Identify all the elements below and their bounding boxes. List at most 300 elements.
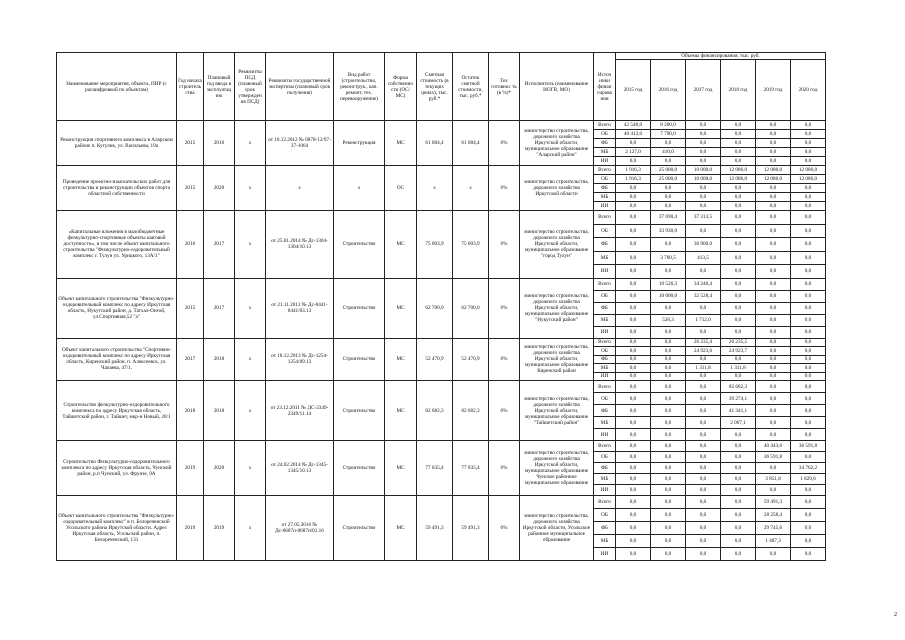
funding-value: 0,0	[721, 211, 756, 225]
funding-value: 0,0	[756, 326, 791, 338]
funding-value: 526,3	[651, 314, 686, 326]
funding-value: 0,0	[756, 372, 791, 381]
funding-value: 24 923,7	[721, 347, 756, 356]
funding-value: 10 000,0	[686, 166, 721, 175]
readiness: 0%	[489, 441, 520, 496]
object-name: Реконструкция спортивного комплекса в Аларском районе п. Кутулик, ул. Васильева, 19а	[57, 121, 177, 166]
executor: министерство строительства, дорожного хозяйства Иркутской области	[520, 166, 594, 211]
funding-value: 0,0	[616, 184, 651, 193]
object-name: Строительство Физкультурно-оздоровительного комплекса по адресу Иркутская область, Чунский район, р.п Чунский, ул. Фрунзе, 9А	[57, 441, 177, 496]
funding-value: 0,0	[791, 130, 826, 139]
plan-year: 2018	[204, 338, 235, 381]
funding-value: 0,0	[721, 130, 756, 139]
funding-value: 0,0	[686, 193, 721, 202]
funding-value: 36 591,8	[756, 452, 791, 463]
funding-value: 0,0	[791, 139, 826, 148]
funding-value: 0,0	[616, 278, 651, 290]
funding-value: 0,0	[686, 393, 721, 405]
start-year: 2015	[177, 278, 204, 338]
header-work-type: Вид работ (строительство, реконструк., кап. ремонт, тех. перевооружение)	[334, 53, 385, 121]
funding-value: 0,0	[651, 496, 686, 509]
funding-value: 0,0	[616, 157, 651, 166]
funding-value: 39 274,1	[721, 393, 756, 405]
funding-value: 0,0	[721, 535, 756, 548]
object-name: Объект капитального строительства "Спортивно-оздоровительный комплекс по адресу Иркутская область, Киренский район, п. Алексеевск, ул. Чапаева, 47/1.	[57, 338, 177, 381]
header-source: Источ ники финан сирова ния	[594, 53, 616, 121]
rest-cell: 82 682,3	[453, 381, 489, 441]
funding-value: 0,0	[756, 355, 791, 364]
funding-value: 0,0	[756, 121, 791, 130]
executor: министерство строительства, дорожного хозяйства Иркутской области, муниципальное образование "Нукутский район"	[520, 278, 594, 338]
funding-source: ИИ	[594, 202, 616, 211]
financing-table	[56, 52, 826, 561]
rest-cell: 75 003,9	[453, 211, 489, 279]
header-year: 2018 год	[721, 60, 756, 121]
cost-cell: 52 470,9	[417, 338, 453, 381]
readiness: 0%	[489, 121, 520, 166]
funding-source: ОБ	[594, 130, 616, 139]
funding-value: 36 900,0	[686, 238, 721, 252]
funding-value: 0,0	[791, 355, 826, 364]
funding-value: 0,0	[616, 393, 651, 405]
funding-value: 12 086,0	[791, 175, 826, 184]
funding-value: 0,0	[791, 184, 826, 193]
funding-value: 0,0	[686, 474, 721, 485]
funding-value: 0,0	[756, 157, 791, 166]
funding-value: 0,0	[721, 485, 756, 496]
funding-value: 0,0	[616, 139, 651, 148]
header-cost: Сметная стоимость (в текущих ценах), тыс. руб.*	[417, 53, 453, 121]
funding-value: 0,0	[791, 485, 826, 496]
funding-value: 0,0	[616, 405, 651, 417]
funding-value: 32 528,4	[686, 290, 721, 302]
psd-cell: х	[235, 338, 266, 381]
header-rest: Остаток сметной стоимости, тыс. руб.*	[453, 53, 489, 121]
funding-value: 0,0	[721, 429, 756, 441]
funding-source: Всего	[594, 278, 616, 290]
funding-value: 7 790,0	[651, 130, 686, 139]
funding-value: 0,0	[791, 202, 826, 211]
executor: министерство строительства, дорожного хозяйства Иркутской области, муниципальное образование "Тайшетский район"	[520, 381, 594, 441]
start-year: 2019	[177, 441, 204, 496]
cost-cell: 82 682,3	[417, 381, 453, 441]
funding-value: 0,0	[651, 265, 686, 279]
funding-value: 0,0	[756, 148, 791, 157]
funding-value: 0,0	[616, 211, 651, 225]
funding-value: 0,0	[721, 509, 756, 522]
funding-value: 0,0	[616, 496, 651, 509]
funding-source: ИИ	[594, 157, 616, 166]
funding-source: МБ	[594, 417, 616, 429]
funding-source: ОБ	[594, 509, 616, 522]
funding-value: 0,0	[721, 463, 756, 474]
funding-value: 0,0	[651, 474, 686, 485]
header-executor: Исполнитель (наименование ИОГВ, МО)	[520, 53, 594, 121]
plan-year: 2020	[204, 441, 235, 496]
funding-value: 0,0	[616, 463, 651, 474]
funding-value: 0,0	[756, 238, 791, 252]
funding-value: 0,0	[686, 130, 721, 139]
funding-value: 0,0	[756, 202, 791, 211]
funding-value: 0,0	[686, 139, 721, 148]
funding-value: 37 313,5	[686, 211, 721, 225]
funding-value: 0,0	[616, 548, 651, 561]
funding-value: 0,0	[686, 429, 721, 441]
table-row	[57, 381, 826, 393]
funding-source: Всего	[594, 338, 616, 347]
funding-value: 0,0	[791, 496, 826, 509]
funding-value: 0,0	[616, 355, 651, 364]
funding-value: 0,0	[791, 364, 826, 373]
table-row	[57, 441, 826, 452]
funding-value: 0,0	[686, 405, 721, 417]
funding-value: 0,0	[721, 184, 756, 193]
funding-value: 0,0	[616, 509, 651, 522]
funding-value: 0,0	[756, 193, 791, 202]
expertise-cell: от 21.11.2013 № Дс-0441-0441/03.13	[266, 278, 334, 338]
funding-value: 0,0	[616, 485, 651, 496]
funding-source: МБ	[594, 193, 616, 202]
funding-value: 0,0	[686, 417, 721, 429]
funding-value: 0,0	[756, 429, 791, 441]
cost-cell: 61 084,4	[417, 121, 453, 166]
funding-value: 10 000,0	[651, 290, 686, 302]
funding-value: 0,0	[651, 347, 686, 356]
funding-value: 0,0	[721, 139, 756, 148]
funding-value: 0,0	[651, 393, 686, 405]
funding-value: 0,0	[791, 347, 826, 356]
funding-value: 0,0	[791, 338, 826, 347]
object-name: Объект капитального строительства "Физкультурно-оздоровительный комплекс по адресу Иркутская область, Нукутский район, д. Татхал-Онгой, ул.Спортивная,52 "а"	[57, 278, 177, 338]
executor: министерство строительства, дорожного хозяйства Иркутской области, муниципальное образование Киренский район	[520, 338, 594, 381]
funding-value: 0,0	[721, 193, 756, 202]
funding-value: 0,0	[651, 548, 686, 561]
header-name: Наименование мероприятия, объекта, ПИР (с расшифровкой по объектам)	[57, 53, 177, 121]
funding-value: 0,0	[686, 372, 721, 381]
readiness: 0%	[489, 381, 520, 441]
executor: министерство строительства, дорожного хозяйства Иркутской области, Усольское районное муниципальное образование	[520, 496, 594, 561]
funding-value: 0,0	[756, 405, 791, 417]
funding-source: ИИ	[594, 326, 616, 338]
funding-value: 59 491,3	[756, 496, 791, 509]
funding-value: 12 086,0	[721, 175, 756, 184]
funding-value: 0,0	[756, 417, 791, 429]
ownership: МС	[385, 121, 417, 166]
funding-value: 0,0	[686, 355, 721, 364]
funding-value: 12 086,0	[756, 175, 791, 184]
funding-value: 0,0	[721, 314, 756, 326]
start-year: 2015	[177, 121, 204, 166]
funding-value: 0,0	[616, 429, 651, 441]
header-psd: Реквизиты ПСД (плановый срок утвержден ия ПСД)	[235, 53, 266, 121]
funding-value: 0,0	[686, 548, 721, 561]
start-year: 2015	[177, 166, 204, 211]
funding-value: 0,0	[616, 372, 651, 381]
funding-value: 0,0	[686, 381, 721, 393]
funding-value: 0,0	[651, 202, 686, 211]
funding-value: 0,0	[756, 251, 791, 265]
funding-value: 42 540,0	[616, 121, 651, 130]
funding-value: 0,0	[686, 224, 721, 238]
funding-value: 26 235,4	[686, 338, 721, 347]
funding-value: 0,0	[616, 474, 651, 485]
funding-value: 1 916,3	[616, 166, 651, 175]
funding-value: 0,0	[756, 130, 791, 139]
start-year: 2018	[177, 381, 204, 441]
funding-value: 0,0	[756, 265, 791, 279]
funding-value: 0,0	[756, 548, 791, 561]
funding-value: 0,0	[616, 441, 651, 452]
funding-value: 0,0	[791, 265, 826, 279]
funding-value: 8 200,0	[651, 121, 686, 130]
funding-value: 36 591,8	[791, 441, 826, 452]
funding-value: 0,0	[686, 535, 721, 548]
funding-value: 0,0	[686, 184, 721, 193]
funding-value: 40 443,6	[756, 441, 791, 452]
ownership: МС	[385, 381, 417, 441]
funding-value: 0,0	[616, 347, 651, 356]
funding-value: 0,0	[721, 372, 756, 381]
funding-value: 0,0	[721, 121, 756, 130]
funding-source: Всего	[594, 121, 616, 130]
funding-value: 0,0	[651, 452, 686, 463]
funding-value: 26 235,5	[721, 338, 756, 347]
funding-value: 0,0	[651, 302, 686, 314]
work-type: Реконструкция	[334, 121, 385, 166]
plan-year: 2017	[204, 211, 235, 279]
readiness: 0%	[489, 211, 520, 279]
cost-cell: 59 491,3	[417, 496, 453, 561]
page-number: 2	[894, 612, 897, 618]
funding-value: 37 690,4	[651, 211, 686, 225]
funding-value: 0,0	[686, 452, 721, 463]
funding-value: 25 000,0	[651, 166, 686, 175]
funding-value: 0,0	[791, 429, 826, 441]
header-year: 2016 год	[651, 60, 686, 121]
funding-value: 0,0	[756, 278, 791, 290]
header-expertise: Реквизиты государственной экспертизы (плановый срок получения)	[266, 53, 334, 121]
funding-source: ОБ	[594, 393, 616, 405]
funding-value: 0,0	[721, 278, 756, 290]
funding-value: 0,0	[651, 157, 686, 166]
funding-source: Всего	[594, 381, 616, 393]
plan-year: 2017	[204, 278, 235, 338]
funding-value: 0,0	[791, 522, 826, 535]
funding-value: 0,0	[616, 535, 651, 548]
work-type: Строительство	[334, 211, 385, 279]
ownership: МС	[385, 338, 417, 381]
funding-value: 0,0	[791, 393, 826, 405]
funding-value: 0,0	[651, 381, 686, 393]
funding-value: 0,0	[651, 193, 686, 202]
funding-source: Всего	[594, 211, 616, 225]
funding-value: 0,0	[721, 290, 756, 302]
funding-value: 33 930,0	[651, 224, 686, 238]
expertise-cell: от 24.02.2014 № Дс-1345-1345/10.13	[266, 441, 334, 496]
funding-value: 0,0	[616, 338, 651, 347]
funding-value: 0,0	[756, 338, 791, 347]
executor: министерство строительства, дорожного хозяйства Иркутской области, муниципальное образование "город Тулун"	[520, 211, 594, 279]
funding-value: 0,0	[616, 452, 651, 463]
funding-value: 0,0	[651, 238, 686, 252]
header-readiness: Тех готовнос ть (в %)*	[489, 53, 520, 121]
funding-value: 0,0	[616, 290, 651, 302]
funding-value: 25 000,0	[651, 175, 686, 184]
funding-value: 0,0	[791, 372, 826, 381]
funding-value: 0,0	[686, 202, 721, 211]
start-year: 2016	[177, 211, 204, 279]
funding-value: 0,0	[756, 381, 791, 393]
cost-cell: 62 700,0	[417, 278, 453, 338]
funding-value: 0,0	[721, 224, 756, 238]
funding-value: 2 067,1	[721, 417, 756, 429]
funding-source: МБ	[594, 148, 616, 157]
cost-cell: 77 035,4	[417, 441, 453, 496]
header-year: 2017 год	[686, 60, 721, 121]
psd-cell: х	[235, 166, 266, 211]
funding-value: 0,0	[651, 429, 686, 441]
readiness: 0%	[489, 338, 520, 381]
table-row	[57, 166, 826, 175]
header-volume: Объемы финансирования, тыс. руб.	[616, 53, 826, 60]
table-row	[57, 278, 826, 290]
psd-cell: х	[235, 441, 266, 496]
funding-value: 0,0	[756, 393, 791, 405]
funding-value: 0,0	[756, 139, 791, 148]
funding-value: 0,0	[721, 496, 756, 509]
rest-cell: 61 084,4	[453, 121, 489, 166]
funding-value: 0,0	[686, 121, 721, 130]
funding-source: ИИ	[594, 548, 616, 561]
funding-value: 0,0	[791, 326, 826, 338]
header-start-year: Год начала строитель ства	[177, 53, 204, 121]
funding-value: 82 682,3	[721, 381, 756, 393]
funding-value: 0,0	[791, 535, 826, 548]
funding-value: 0,0	[791, 278, 826, 290]
funding-source: ОБ	[594, 175, 616, 184]
funding-source: ФБ	[594, 139, 616, 148]
readiness: 0%	[489, 278, 520, 338]
funding-value: 0,0	[616, 265, 651, 279]
funding-source: ИИ	[594, 485, 616, 496]
ownership: ОС	[385, 166, 417, 211]
ownership: МС	[385, 278, 417, 338]
funding-value: 0,0	[616, 202, 651, 211]
funding-value: 0,0	[651, 355, 686, 364]
funding-value: 0,0	[721, 452, 756, 463]
funding-value: 0,0	[791, 224, 826, 238]
funding-value: 0,0	[686, 463, 721, 474]
funding-value: 0,0	[791, 238, 826, 252]
funding-source: ОБ	[594, 290, 616, 302]
funding-value: 0,0	[616, 224, 651, 238]
funding-value: 0,0	[686, 148, 721, 157]
funding-value: 0,0	[651, 405, 686, 417]
work-type: Строительство	[334, 381, 385, 441]
funding-value: 0,0	[756, 485, 791, 496]
funding-source: ИИ	[594, 265, 616, 279]
funding-value: 3 851,8	[756, 474, 791, 485]
funding-value: 0,0	[791, 193, 826, 202]
funding-value: 0,0	[651, 522, 686, 535]
funding-source: МБ	[594, 314, 616, 326]
work-type: Строительство	[334, 338, 385, 381]
expertise-cell: х	[266, 166, 334, 211]
funding-value: 0,0	[686, 496, 721, 509]
executor: министерство строительства, дорожного хозяйства Иркутской области, муниципальное образование Чунское районное муниципальное образование	[520, 441, 594, 496]
funding-value: 0,0	[651, 509, 686, 522]
plan-year: 2018	[204, 381, 235, 441]
funding-value: 0,0	[616, 417, 651, 429]
funding-source: МБ	[594, 364, 616, 373]
funding-value: 0,0	[791, 148, 826, 157]
funding-value: 1 712,0	[686, 314, 721, 326]
header-plan-year: Плановый год ввода в эксплуатац ию	[204, 53, 235, 121]
work-type: Строительство	[334, 278, 385, 338]
executor: министерство строительства, дорожного хозяйства Иркутской области, муниципальное образование "Аларский район"	[520, 121, 594, 166]
funding-value: 10 000,0	[686, 175, 721, 184]
funding-value: 0,0	[756, 211, 791, 225]
funding-value: 0,0	[791, 157, 826, 166]
funding-value: 0,0	[756, 314, 791, 326]
funding-value: 0,0	[651, 441, 686, 452]
header-ownership: Форма собственно сти (ОС/ МС)	[385, 53, 417, 121]
funding-source: МБ	[594, 535, 616, 548]
funding-value: 0,0	[651, 463, 686, 474]
funding-value: 1 916,3	[616, 175, 651, 184]
plan-year: 2016	[204, 121, 235, 166]
funding-value: 0,0	[616, 302, 651, 314]
funding-value: 0,0	[686, 485, 721, 496]
funding-value: 0,0	[756, 290, 791, 302]
rest-cell: х	[453, 166, 489, 211]
funding-value: 3 760,5	[651, 251, 686, 265]
funding-value: 0,0	[756, 184, 791, 193]
funding-value: 0,0	[721, 148, 756, 157]
expertise-cell: от 25.01.2014 № Дс-1304-1304/10.13	[266, 211, 334, 279]
funding-value: 0,0	[791, 302, 826, 314]
object-name: Строительство физкультурно-оздоровительного комплекса по адресу Иркутская область, Тайшетский район, г. Тайшет, мкр-н Новый, 20/1	[57, 381, 177, 441]
header-year: 2015 год	[616, 60, 651, 121]
funding-value: 0,0	[721, 355, 756, 364]
funding-source: Всего	[594, 166, 616, 175]
plan-year: 2019	[204, 496, 235, 561]
funding-value: 0,0	[616, 364, 651, 373]
rest-cell: 77 035,4	[453, 441, 489, 496]
funding-value: 40 413,0	[616, 130, 651, 139]
funding-value: 0,0	[721, 238, 756, 252]
start-year: 2019	[177, 496, 204, 561]
ownership: МС	[385, 441, 417, 496]
funding-value: 0,0	[791, 452, 826, 463]
funding-value: 12 086,0	[721, 166, 756, 175]
readiness: 0%	[489, 166, 520, 211]
funding-value: 0,0	[721, 157, 756, 166]
funding-value: 0,0	[616, 381, 651, 393]
funding-value: 0,0	[721, 522, 756, 535]
funding-value: 12 086,0	[756, 166, 791, 175]
funding-source: ФБ	[594, 302, 616, 314]
funding-source: ФБ	[594, 184, 616, 193]
funding-source: ФБ	[594, 522, 616, 535]
funding-value: 0,0	[616, 326, 651, 338]
funding-value: 1 311,8	[686, 364, 721, 373]
funding-value: 0,0	[651, 326, 686, 338]
funding-source: Всего	[594, 496, 616, 509]
funding-value: 0,0	[721, 251, 756, 265]
funding-value: 0,0	[791, 314, 826, 326]
funding-value: 1 311,8	[721, 364, 756, 373]
